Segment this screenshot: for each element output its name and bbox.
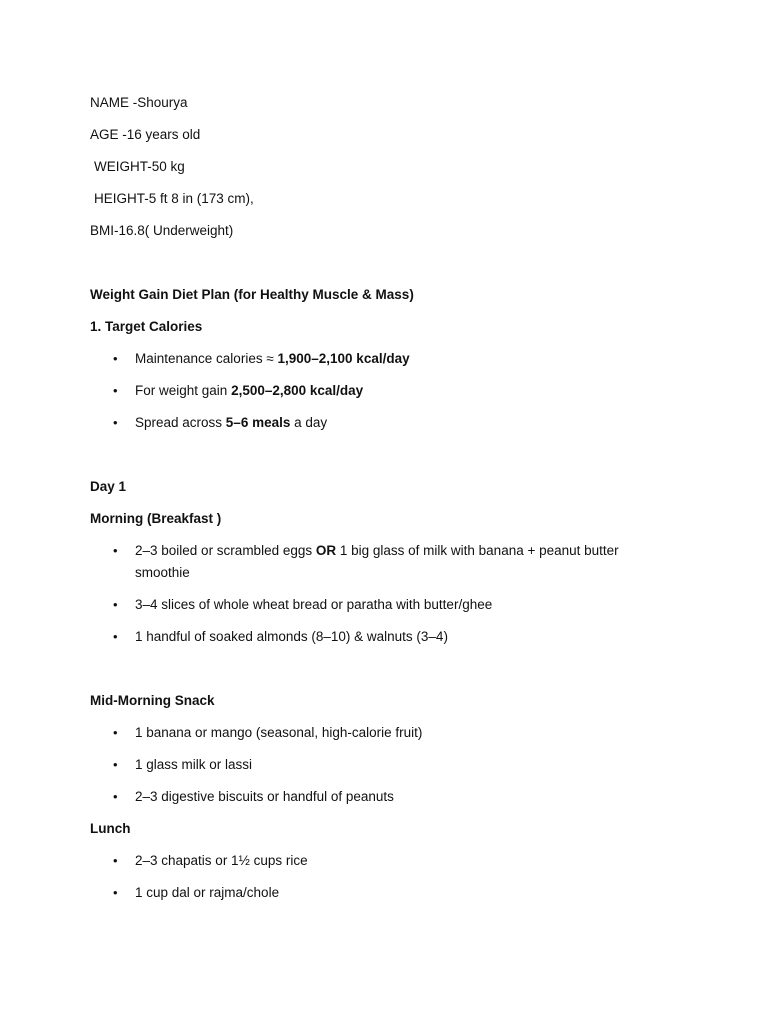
bullet-icon: •	[113, 885, 118, 900]
bullet-icon: •	[113, 543, 118, 558]
profile-weight: WEIGHT-50 kg	[94, 159, 185, 174]
list-item-text-normal: 2–3 digestive biscuits or handful of peanuts	[135, 789, 394, 804]
bullet-icon: •	[113, 415, 118, 430]
list-item-text-normal: 2–3 chapatis or 1½ cups rice	[135, 853, 308, 868]
list-item-text-normal: For weight gain	[135, 383, 232, 398]
list-item-text-normal: Spread across	[135, 415, 226, 430]
list-item	[113, 626, 653, 648]
profile-name: NAME -Shourya	[90, 95, 188, 110]
list-item-text	[135, 412, 653, 434]
list-item-text-normal: 1 big glass of milk with banana + peanut butter smoothie	[135, 543, 619, 580]
list-item-text-normal: 1 banana or mango (seasonal, high-calorie fruit)	[135, 725, 423, 740]
list-item	[113, 850, 653, 872]
list-item-text-normal: a day	[290, 415, 328, 430]
list-item-text-normal: 1 handful of soaked almonds (8–10) & walnuts (3–4)	[135, 629, 448, 644]
list-item-text-normal: 1 glass milk or lassi	[135, 757, 253, 772]
bullet-icon: •	[113, 725, 118, 740]
list-item-text	[135, 882, 653, 904]
bullet-icon: •	[113, 629, 118, 644]
list-item-text	[135, 380, 653, 402]
list-item	[113, 754, 653, 776]
bullet-icon: •	[113, 789, 118, 804]
plan-title: Weight Gain Diet Plan (for Healthy Muscle & Mass)	[90, 287, 414, 302]
list-item-text	[135, 540, 653, 584]
list-item-text-bold: 2,500–2,800 kcal/day	[231, 383, 364, 398]
bullet-icon: •	[113, 757, 118, 772]
list-item	[113, 882, 653, 904]
list-item	[113, 348, 653, 370]
list-item-text	[135, 754, 653, 776]
bullet-icon: •	[113, 351, 118, 366]
list-item-text	[135, 850, 653, 872]
profile-bmi: BMI-16.8( Underweight)	[90, 223, 234, 238]
profile-height: HEIGHT-5 ft 8 in (173 cm),	[94, 191, 254, 206]
list-item-text	[135, 348, 653, 370]
snack-heading: Mid-Morning Snack	[90, 693, 215, 708]
profile-age: AGE -16 years old	[90, 127, 201, 142]
list-item-text-normal: 2–3 boiled or scrambled eggs	[135, 543, 316, 558]
lunch-heading: Lunch	[90, 821, 131, 836]
list-item-text	[135, 722, 653, 744]
list-item-text	[135, 594, 653, 616]
list-item-text-bold: 5–6 meals	[225, 415, 291, 430]
list-item	[113, 540, 653, 584]
bullet-icon: •	[113, 597, 118, 612]
bullet-icon: •	[113, 853, 118, 868]
target-calories-heading: 1. Target Calories	[90, 319, 203, 334]
list-item	[113, 412, 653, 434]
list-item-text-bold: OR	[315, 543, 337, 558]
list-item	[113, 594, 653, 616]
list-item-text-normal: 3–4 slices of whole wheat bread or paratha with butter/ghee	[135, 597, 493, 612]
list-item	[113, 380, 653, 402]
list-item-text-bold: 1,900–2,100 kcal/day	[277, 351, 410, 366]
list-item-text-normal: Maintenance calories ≈	[135, 351, 278, 366]
list-item-text-normal: 1 cup dal or rajma/chole	[135, 885, 280, 900]
breakfast-heading: Morning (Breakfast )	[90, 511, 222, 526]
list-item	[113, 786, 653, 808]
list-item	[113, 722, 653, 744]
day-heading: Day 1	[90, 479, 127, 494]
bullet-icon: •	[113, 383, 118, 398]
list-item-text	[135, 786, 653, 808]
list-item-text	[135, 626, 653, 648]
